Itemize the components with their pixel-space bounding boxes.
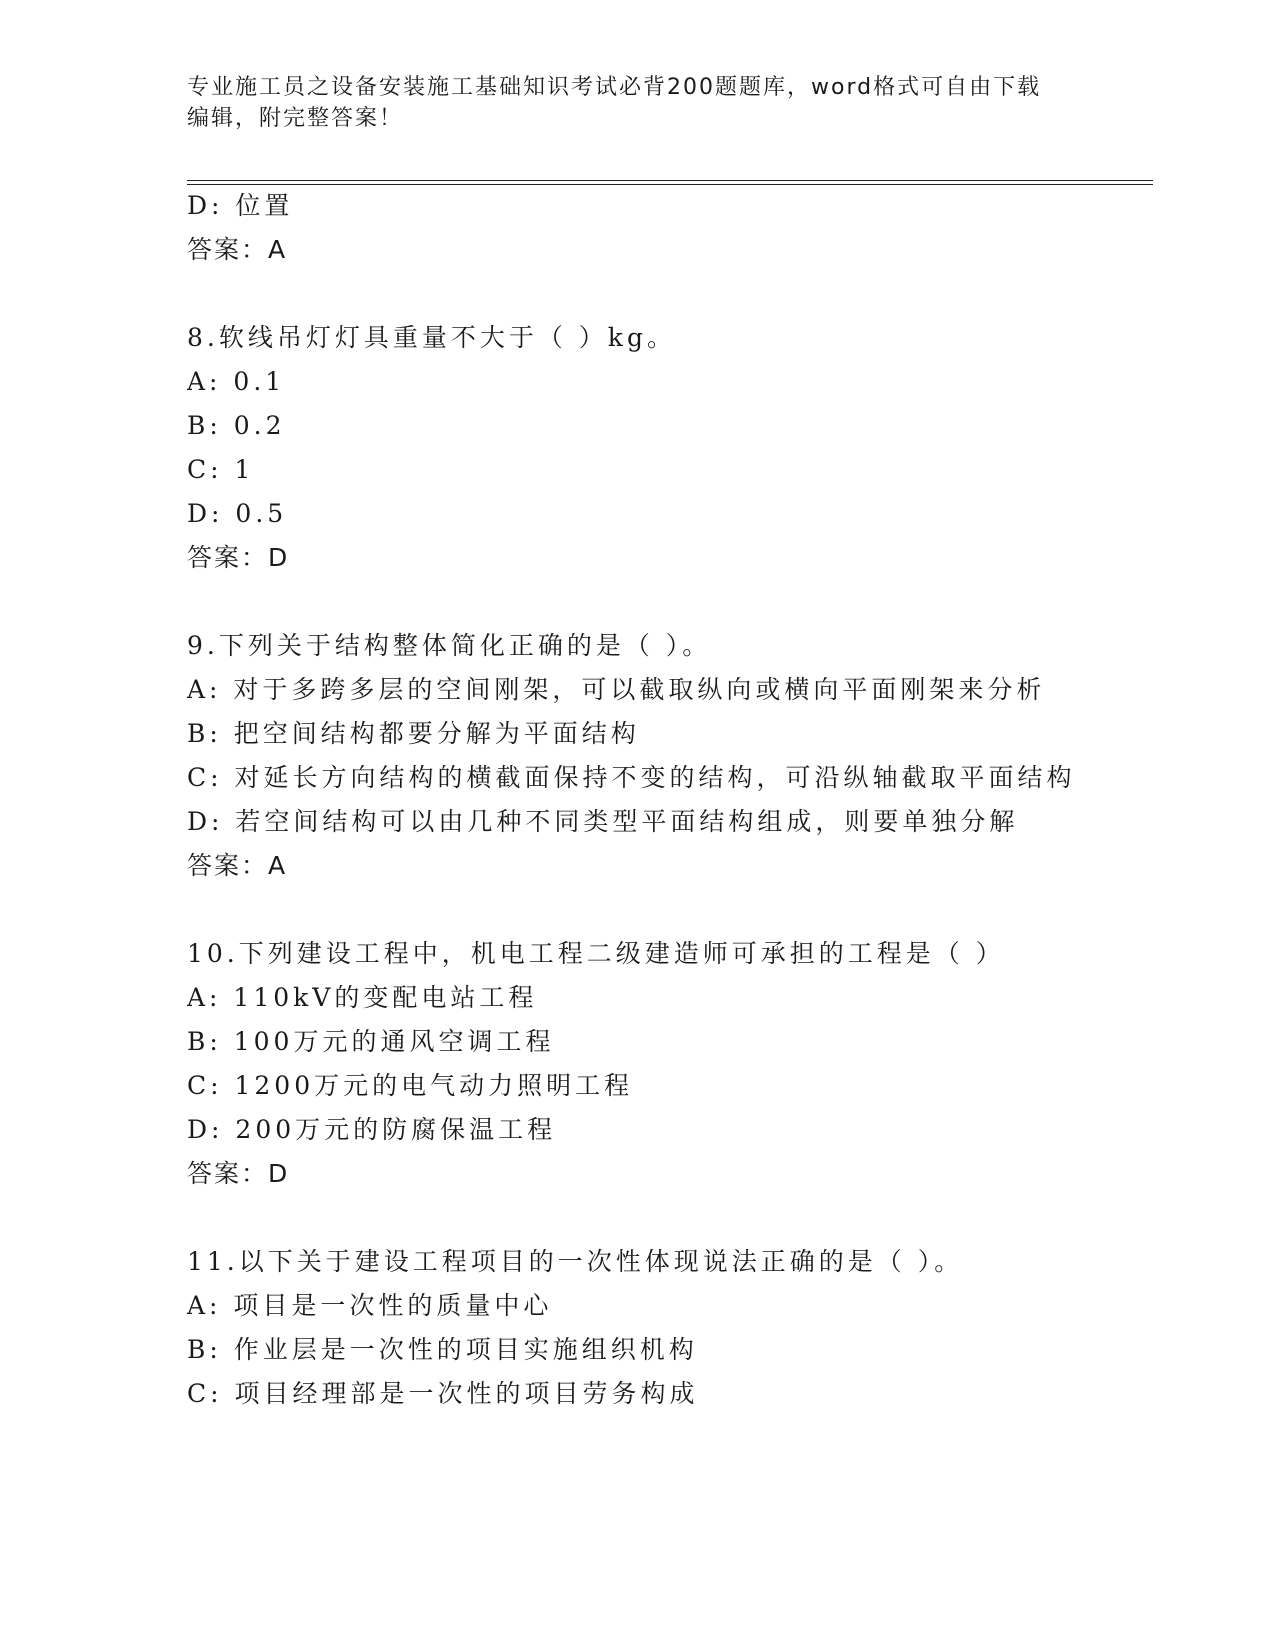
option-d-prev: D: 位置 xyxy=(187,191,294,220)
question-8-option-d: D: 0.5 xyxy=(187,499,288,528)
document-header xyxy=(187,72,1067,134)
question-8-stem: 8.软线吊灯灯具重量不大于（ ）kg。 xyxy=(187,323,676,352)
question-8-option-c: C: 1 xyxy=(187,455,255,484)
question-10-option-b: B: 100万元的通风空调工程 xyxy=(187,1027,555,1056)
question-8-option-b: B: 0.2 xyxy=(187,411,286,440)
question-9-stem: 9.下列关于结构整体简化正确的是（ ）。 xyxy=(187,631,712,660)
question-8-option-a: A: 0.1 xyxy=(187,367,286,396)
question-9-option-a: A: 对于多跨多层的空间刚架，可以截取纵向或横向平面刚架来分析 xyxy=(187,675,1046,704)
question-11-option-c: C: 项目经理部是一次性的项目劳务构成 xyxy=(187,1379,699,1408)
question-8-answer: 答案：D xyxy=(187,543,290,572)
question-11-stem: 11.以下关于建设工程项目的一次性体现说法正确的是（ ）。 xyxy=(187,1247,964,1276)
header-line-2: 编辑，附完整答案！ xyxy=(187,106,404,131)
header-divider-top xyxy=(187,180,1153,181)
answer-prev: 答案：A xyxy=(187,235,288,264)
question-9-option-d: D: 若空间结构可以由几种不同类型平面结构组成，则要单独分解 xyxy=(187,807,1019,836)
question-11-option-a: A: 项目是一次性的质量中心 xyxy=(187,1291,553,1320)
header-divider-bottom xyxy=(187,184,1153,185)
question-10-answer: 答案：D xyxy=(187,1159,290,1188)
question-9-option-c: C: 对延长方向结构的横截面保持不变的结构，可沿纵轴截取平面结构 xyxy=(187,763,1076,792)
question-10-option-d: D: 200万元的防腐保温工程 xyxy=(187,1115,557,1144)
question-9-option-b: B: 把空间结构都要分解为平面结构 xyxy=(187,719,640,748)
header-line-1: 专业施工员之设备安装施工基础知识考试必背200题题库，word格式可自由下载 xyxy=(187,75,1042,100)
question-11-option-b: B: 作业层是一次性的项目实施组织机构 xyxy=(187,1335,698,1364)
question-9-answer: 答案：A xyxy=(187,851,288,880)
question-10-option-a: A: 110kV的变配电站工程 xyxy=(187,983,538,1012)
question-10-stem: 10.下列建设工程中，机电工程二级建造师可承担的工程是（ ） xyxy=(187,939,1005,968)
question-10-option-c: C: 1200万元的电气动力照明工程 xyxy=(187,1071,634,1100)
